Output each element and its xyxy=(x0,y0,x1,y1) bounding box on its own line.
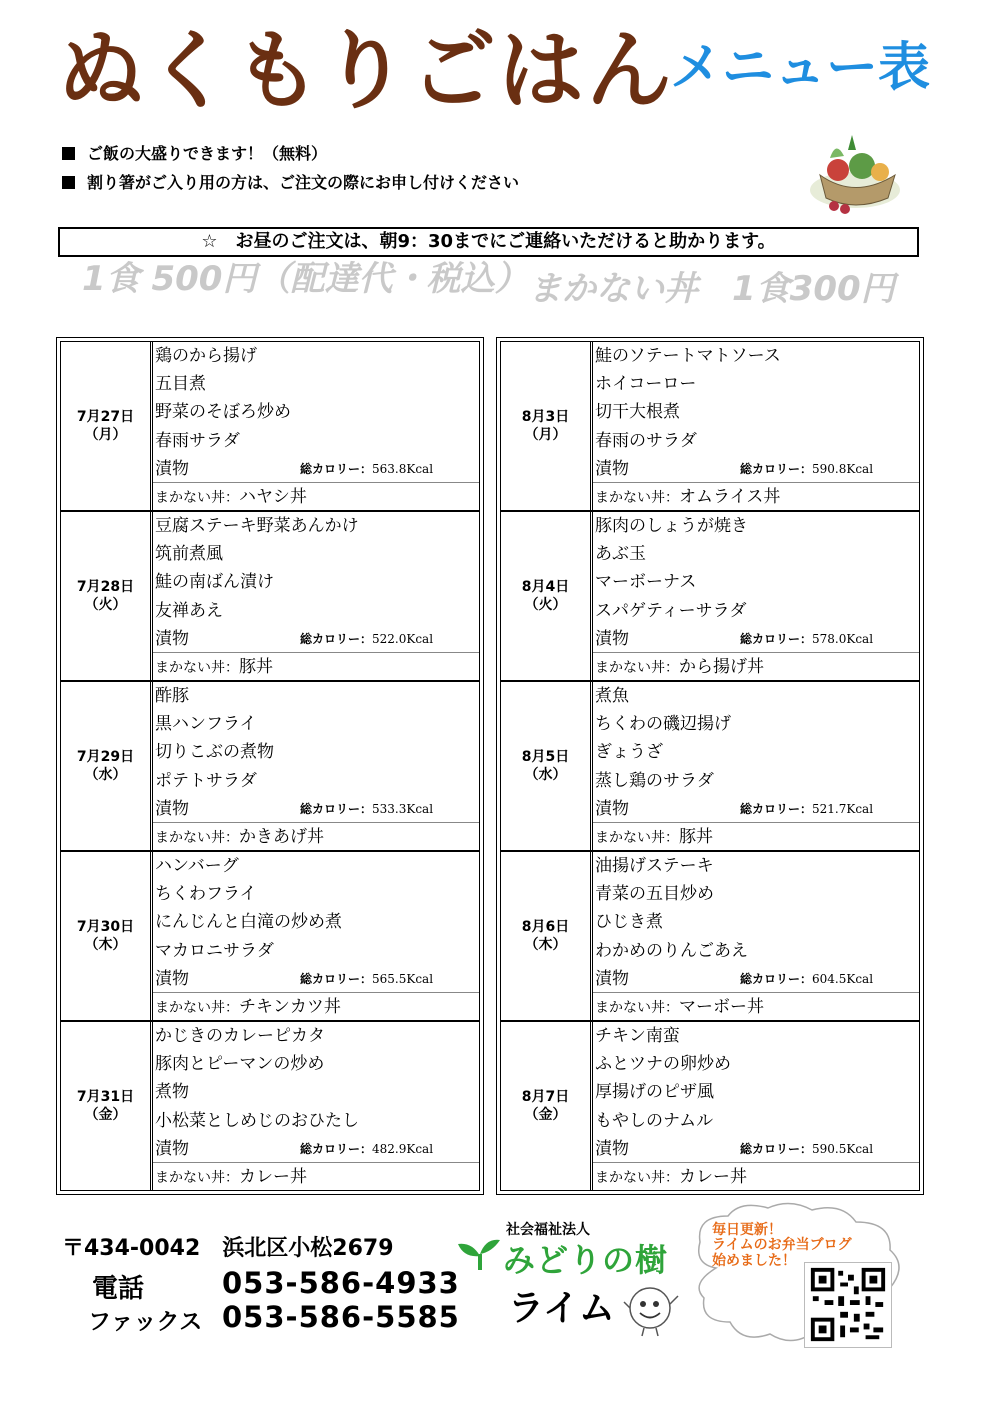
calorie-total xyxy=(740,965,873,993)
calorie-total xyxy=(740,625,873,653)
menu-item: ふとツナの卵炒め xyxy=(595,1054,731,1075)
makanai-label: まかない丼： xyxy=(155,659,239,676)
day-row xyxy=(500,681,920,851)
note-text: ご飯の大盛りできます！（無料） xyxy=(87,144,328,163)
menu-item: 春雨サラダ xyxy=(155,430,240,451)
makanai-label: まかない丼： xyxy=(155,489,239,506)
date: 8月5日 xyxy=(521,748,570,765)
menu-items xyxy=(153,342,479,510)
pickle-row xyxy=(153,795,479,823)
day-of-week: （月） xyxy=(84,427,127,443)
menu-item: 鶏のから揚げ xyxy=(155,346,257,366)
makanai-dish: マーボー丼 xyxy=(679,996,764,1017)
menu-item: マカロニサラダ xyxy=(155,940,274,961)
day-of-week: （水） xyxy=(524,767,567,783)
makanai-dish: ハヤシ丼 xyxy=(239,486,307,507)
pickle-row xyxy=(593,965,919,993)
day-row xyxy=(500,851,920,1021)
page-title: ぬくもりごはん xyxy=(58,20,674,121)
day-of-week: （水） xyxy=(84,767,127,783)
date: 8月7日 xyxy=(521,1088,570,1105)
corp-type: 社会福祉法人 xyxy=(506,1222,590,1238)
makanai-row xyxy=(593,1163,919,1191)
menu-items xyxy=(593,852,919,1020)
makanai-dish: チキンカツ丼 xyxy=(239,996,341,1017)
makanai-dish: 豚丼 xyxy=(679,826,713,847)
note-text: 割り箸がご入り用の方は、ご注文の際にお申し付けください xyxy=(87,173,520,192)
mascot-illustration xyxy=(622,1282,682,1338)
day-row xyxy=(500,1021,920,1191)
calorie-value: 563.8Kcal xyxy=(372,461,434,476)
menu-item: 青菜の五目炒め xyxy=(595,884,714,905)
menu-items xyxy=(153,1022,479,1190)
makanai-row xyxy=(593,823,919,851)
qr-code[interactable] xyxy=(804,1262,892,1348)
menu-items xyxy=(153,852,479,1020)
calorie-value: 604.5Kcal xyxy=(812,971,874,986)
date-cell xyxy=(61,512,153,680)
organization-name: みどりの樹 xyxy=(503,1241,669,1279)
date-cell xyxy=(61,852,153,1020)
pickle-row xyxy=(153,1135,479,1163)
fax-label: ファックス xyxy=(88,1309,203,1335)
blog-line: ライムのお弁当ブログ xyxy=(712,1237,852,1254)
makanai-label: まかない丼： xyxy=(155,829,239,846)
menu-item: 豚肉のしょうが焼き xyxy=(595,516,748,536)
vegetable-basket-illustration xyxy=(800,130,910,215)
day-row xyxy=(60,851,480,1021)
date: 7月27日 xyxy=(76,408,135,425)
bullet-square-icon xyxy=(62,147,75,160)
menu-item: 厚揚げのピザ風 xyxy=(595,1082,714,1103)
day-row xyxy=(60,1021,480,1191)
calorie-label: 総カロリー： xyxy=(300,971,373,986)
pickle-row xyxy=(153,965,479,993)
calorie-label: 総カロリー： xyxy=(300,631,373,646)
calorie-label: 総カロリー： xyxy=(740,631,813,646)
calorie-label: 総カロリー： xyxy=(300,1141,373,1156)
leaf-logo-icon xyxy=(456,1238,502,1272)
calorie-value: 533.3Kcal xyxy=(372,801,434,816)
calorie-label: 総カロリー： xyxy=(740,1141,813,1156)
pickle: 漬物 xyxy=(595,968,629,989)
makanai-price: まかない丼 1食300円 xyxy=(528,269,895,309)
day-of-week: （木） xyxy=(524,937,567,953)
menu-items xyxy=(593,1022,919,1190)
pickle: 漬物 xyxy=(595,628,629,649)
pickle-row xyxy=(153,625,479,653)
makanai-dish: かきあげ丼 xyxy=(239,826,324,847)
calorie-label: 総カロリー： xyxy=(740,801,813,816)
makanai-label: まかない丼： xyxy=(595,489,679,506)
menu-item: あぶ玉 xyxy=(595,544,646,565)
makanai-row xyxy=(153,993,479,1021)
bento-price: 1食 500円（配達代・税込） xyxy=(82,259,529,299)
menu-item: ちくわの磯辺揚げ xyxy=(595,714,731,735)
menu-table-week1 xyxy=(56,337,484,1195)
date-cell xyxy=(501,342,593,510)
pickle-row xyxy=(153,455,479,483)
menu-item: マーボーナス xyxy=(595,572,697,593)
day-row xyxy=(60,341,480,511)
makanai-label: まかない丼： xyxy=(595,659,679,676)
calorie-value: 482.9Kcal xyxy=(372,1141,434,1156)
day-of-week: （火） xyxy=(524,597,567,613)
date-cell xyxy=(61,682,153,850)
phone-label: 電話 xyxy=(92,1274,145,1304)
makanai-row xyxy=(153,653,479,681)
menu-item: ひじき煮 xyxy=(595,912,663,933)
calorie-label: 総カロリー： xyxy=(740,971,813,986)
date-cell xyxy=(61,1022,153,1190)
menu-item: スパゲティーサラダ xyxy=(595,600,747,621)
menu-item: ハンバーグ xyxy=(155,856,239,876)
day-of-week: （火） xyxy=(84,597,127,613)
calorie-value: 590.8Kcal xyxy=(812,461,874,476)
menu-item: 蒸し鶏のサラダ xyxy=(595,770,714,791)
menu-items xyxy=(593,682,919,850)
makanai-row xyxy=(153,483,479,511)
pickle-row xyxy=(593,1135,919,1163)
menu-items xyxy=(153,682,479,850)
date: 7月28日 xyxy=(76,578,135,595)
makanai-label: まかない丼： xyxy=(595,829,679,846)
menu-item: ぎょうざ xyxy=(595,742,663,763)
order-notice: ☆ お昼のご注文は、朝9：30までにご連絡いただけると助かります。 xyxy=(58,227,919,257)
date: 8月6日 xyxy=(521,918,570,935)
makanai-dish: オムライス丼 xyxy=(679,486,781,507)
calorie-total xyxy=(300,965,433,993)
date: 8月4日 xyxy=(521,578,570,595)
menu-item: 油揚げステーキ xyxy=(595,856,714,876)
page-subtitle: メニュー表 xyxy=(670,38,931,98)
date-cell xyxy=(61,342,153,510)
makanai-label: まかない丼： xyxy=(155,999,239,1016)
makanai-dish: 豚丼 xyxy=(239,656,273,677)
calorie-value: 590.5Kcal xyxy=(812,1141,874,1156)
makanai-row xyxy=(593,653,919,681)
pickle: 漬物 xyxy=(155,1138,189,1159)
menu-item: 友禅あえ xyxy=(155,600,223,621)
calorie-label: 総カロリー： xyxy=(300,801,373,816)
makanai-dish: カレー丼 xyxy=(679,1166,747,1187)
calorie-total xyxy=(300,795,433,823)
makanai-row xyxy=(593,993,919,1021)
pickle: 漬物 xyxy=(155,798,189,819)
menu-item: もやしのナムル xyxy=(595,1110,714,1131)
makanai-dish: から揚げ丼 xyxy=(679,656,764,677)
date: 7月30日 xyxy=(76,918,135,935)
menu-table-week2 xyxy=(496,337,924,1195)
day-row xyxy=(60,511,480,681)
pickle: 漬物 xyxy=(155,458,189,479)
day-of-week: （木） xyxy=(84,937,127,953)
menu-item: 切りこぶの煮物 xyxy=(155,742,274,763)
pickle-row xyxy=(593,625,919,653)
pickle: 漬物 xyxy=(595,458,629,479)
date: 7月31日 xyxy=(76,1088,135,1105)
menu-item: 黒ハンフライ xyxy=(155,714,257,735)
menu-item: 豚肉とピーマンの炒め xyxy=(155,1054,325,1075)
phone-number: 053-586-4933 xyxy=(222,1266,460,1300)
date-cell xyxy=(501,512,593,680)
calorie-value: 522.0Kcal xyxy=(372,631,434,646)
day-of-week: （金） xyxy=(524,1107,567,1123)
date-cell xyxy=(501,852,593,1020)
menu-item: わかめのりんごあえ xyxy=(595,940,748,961)
makanai-label: まかない丼： xyxy=(595,1169,679,1186)
pickle-row xyxy=(593,455,919,483)
menu-item: かじきのカレーピカタ xyxy=(155,1026,325,1046)
blog-line: 毎日更新！ xyxy=(712,1222,782,1238)
menu-item: 筑前煮風 xyxy=(155,544,223,565)
menu-item: 酢豚 xyxy=(155,686,189,706)
menu-item: 煮魚 xyxy=(595,686,629,706)
makanai-row xyxy=(593,483,919,511)
menu-items xyxy=(593,512,919,680)
bullet-square-icon xyxy=(62,176,75,189)
menu-items xyxy=(593,342,919,510)
day-of-week: （金） xyxy=(84,1107,127,1123)
day-row xyxy=(500,341,920,511)
makanai-label: まかない丼： xyxy=(155,1169,239,1186)
calorie-label: 総カロリー： xyxy=(300,461,373,476)
calorie-total xyxy=(740,1135,873,1163)
day-row xyxy=(500,511,920,681)
makanai-row xyxy=(153,1163,479,1191)
pickle: 漬物 xyxy=(595,798,629,819)
pickle: 漬物 xyxy=(595,1138,629,1159)
calorie-label: 総カロリー： xyxy=(740,461,813,476)
calorie-total xyxy=(300,455,433,483)
menu-item: 春雨のサラダ xyxy=(595,430,697,451)
pickle: 漬物 xyxy=(155,628,189,649)
facility-name: ライム xyxy=(508,1288,615,1329)
menu-item: 野菜のそぼろ炒め xyxy=(155,402,291,423)
menu-item: 豆腐ステーキ野菜あんかけ xyxy=(155,516,359,536)
menu-item: 煮物 xyxy=(155,1082,189,1103)
calorie-total xyxy=(300,1135,433,1163)
day-row xyxy=(60,681,480,851)
calorie-value: 578.0Kcal xyxy=(812,631,874,646)
menu-item: にんじんと白滝の炒め煮 xyxy=(155,912,342,933)
menu-item: 小松菜としめじのおひたし xyxy=(155,1110,359,1131)
makanai-dish: カレー丼 xyxy=(239,1166,307,1187)
menu-item: 鮭のソテートマトソース xyxy=(595,346,781,366)
date-cell xyxy=(501,682,593,850)
menu-item: 五目煮 xyxy=(155,374,206,395)
calorie-value: 521.7Kcal xyxy=(812,801,874,816)
menu-item: チキン南蛮 xyxy=(595,1026,680,1046)
day-of-week: （月） xyxy=(524,427,567,443)
postal-address: 〒434-0042 浜北区小松2679 xyxy=(62,1236,394,1261)
menu-item: ホイコーロー xyxy=(595,374,697,395)
menu-item: 鮭の南ばん漬け xyxy=(155,572,274,593)
pickle: 漬物 xyxy=(155,968,189,989)
menu-item: 切干大根煮 xyxy=(595,402,680,423)
note-chopsticks xyxy=(62,175,519,191)
makanai-row xyxy=(153,823,479,851)
makanai-label: まかない丼： xyxy=(595,999,679,1016)
date: 7月29日 xyxy=(76,748,135,765)
menu-item: ポテトサラダ xyxy=(155,770,257,791)
calorie-value: 565.5Kcal xyxy=(372,971,434,986)
date: 8月3日 xyxy=(521,408,570,425)
date-cell xyxy=(501,1022,593,1190)
pickle-row xyxy=(593,795,919,823)
menu-items xyxy=(153,512,479,680)
calorie-total xyxy=(300,625,433,653)
fax-number: 053-586-5585 xyxy=(222,1300,460,1334)
calorie-total xyxy=(740,795,873,823)
menu-item: ちくわフライ xyxy=(155,884,257,905)
blog-line: 始めました！ xyxy=(712,1252,796,1269)
note-large-rice xyxy=(62,146,327,162)
calorie-total xyxy=(740,455,873,483)
